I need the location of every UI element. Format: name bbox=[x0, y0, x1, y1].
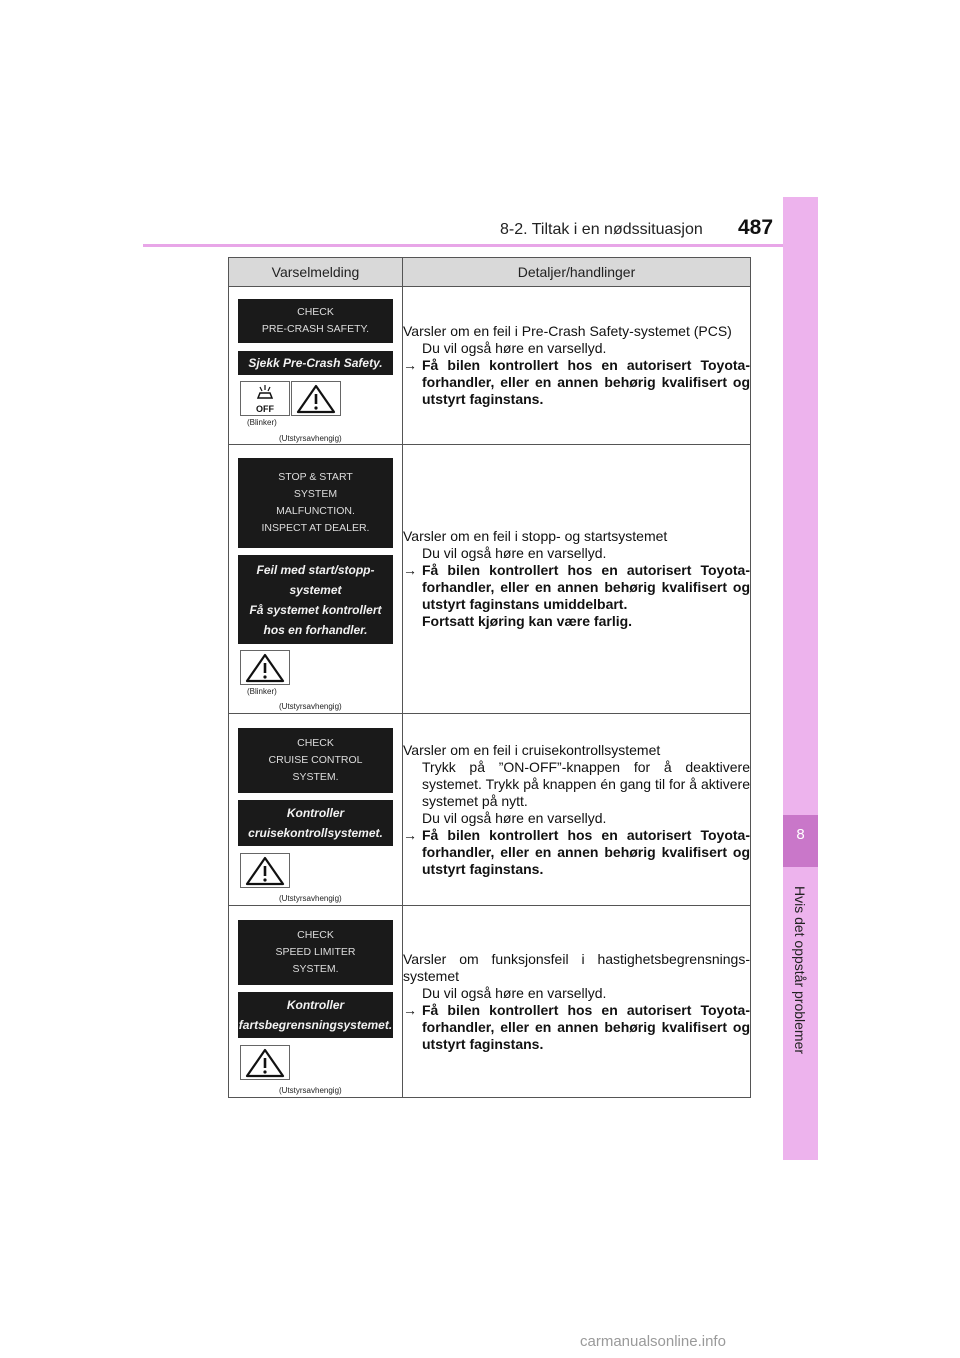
action bbox=[403, 357, 750, 408]
arrow-icon: → bbox=[403, 1001, 417, 1018]
pcs-off-icon bbox=[245, 384, 285, 414]
note: Trykk på ”ON-OFF”-knappen for å deaktivere systemet. Trykk på knappen én gang til for å aktivere systemet på nytt. bbox=[422, 758, 750, 809]
message-visual-cell bbox=[229, 906, 403, 1098]
col-header-message: Varselmelding bbox=[229, 258, 403, 287]
master-warning-indicator bbox=[240, 853, 290, 888]
message-line: SYSTEM. bbox=[292, 963, 339, 975]
table-row bbox=[229, 445, 751, 714]
message-line: SYSTEM bbox=[293, 488, 338, 500]
display-message-norwegian bbox=[238, 555, 393, 644]
display-message-english bbox=[238, 458, 393, 548]
warning-triangle-icon bbox=[245, 1048, 285, 1078]
message-line: Kontroller bbox=[286, 806, 345, 820]
warning-text: Fortsatt kjøring kan være farlig. bbox=[422, 613, 633, 629]
warning-triangle-icon bbox=[245, 653, 285, 683]
message-line: Sjekk Pre-Crash Safety. bbox=[248, 356, 383, 370]
table-row bbox=[229, 287, 751, 445]
col-header-details: Detaljer/handlinger bbox=[403, 258, 751, 287]
display-message-norwegian bbox=[238, 800, 393, 846]
warning-triangle-icon bbox=[296, 384, 336, 414]
action bbox=[403, 562, 750, 613]
master-warning-indicator bbox=[240, 1045, 290, 1080]
message-line: Kontroller bbox=[286, 998, 345, 1012]
chapter-number: 8 bbox=[796, 826, 805, 843]
warning-message-table bbox=[228, 257, 751, 1098]
master-warning-indicator bbox=[240, 650, 290, 685]
pcs-off-indicator bbox=[240, 381, 290, 416]
message-line: STOP & START bbox=[278, 471, 353, 483]
message-line: systemet bbox=[289, 582, 342, 597]
message-line: INSPECT AT DEALER. bbox=[261, 522, 370, 534]
message-line: MALFUNCTION. bbox=[276, 505, 355, 517]
message-line: SPEED LIMITER bbox=[275, 946, 356, 958]
watermark: carmanualsonline.info bbox=[580, 1333, 726, 1350]
header-rule bbox=[143, 244, 817, 247]
description: Varsler om en feil i Pre-Crash Safety-systemet (PCS) bbox=[403, 323, 732, 339]
note: Du vil også høre en varsellyd. bbox=[422, 809, 607, 826]
warning-triangle-icon bbox=[245, 856, 285, 886]
action bbox=[403, 1002, 750, 1053]
action-text: Få bilen kontrollert hos en autorisert Toyota-forhandler, eller en annen behørig kvalifisert og utstyrt faginstans. bbox=[422, 357, 750, 407]
option-label: (Utstyrsavhengig) bbox=[279, 894, 342, 903]
description: Varsler om en feil i cruisekontrollsystemet bbox=[403, 741, 661, 758]
section-title: 8-2. Tiltak i en nødssituasjon bbox=[500, 221, 703, 238]
option-label: (Utstyrsavhengig) bbox=[279, 1086, 342, 1095]
details-cell bbox=[403, 287, 751, 445]
details-cell bbox=[403, 445, 751, 714]
action-text: Få bilen kontrollert hos en autorisert Toyota-forhandler, eller en annen behørig kvalifisert og utstyrt faginstans umiddelbart. bbox=[422, 562, 750, 612]
option-label: (Utstyrsavhengig) bbox=[279, 702, 342, 711]
arrow-icon: → bbox=[403, 357, 417, 373]
page-number: 487 bbox=[738, 216, 774, 239]
message-line: CHECK bbox=[297, 929, 334, 941]
option-label: (Utstyrsavhengig) bbox=[279, 434, 342, 443]
master-warning-indicator bbox=[291, 381, 341, 416]
display-message-english bbox=[238, 920, 393, 985]
message-line: Feil med start/stopp- bbox=[256, 562, 375, 577]
message-line: CHECK bbox=[297, 306, 334, 318]
display-message-english bbox=[238, 299, 393, 343]
description: Varsler om funksjonsfeil i hastighetsbegrensnings-systemet bbox=[403, 950, 750, 984]
blinker-label: (Blinker) bbox=[247, 687, 277, 696]
message-line: hos en forhandler. bbox=[263, 622, 368, 637]
message-line: SYSTEM. bbox=[292, 771, 339, 783]
message-line: CRUISE CONTROL bbox=[268, 754, 363, 766]
details-cell bbox=[403, 714, 751, 906]
note: Du vil også høre en varsellyd. bbox=[422, 545, 607, 561]
table-row bbox=[229, 714, 751, 906]
message-visual-cell bbox=[229, 714, 403, 906]
blinker-label: (Blinker) bbox=[247, 418, 277, 427]
message-line: cruisekontrollsystemet. bbox=[248, 826, 383, 840]
message-line: PRE-CRASH SAFETY. bbox=[261, 323, 370, 335]
action bbox=[403, 827, 750, 878]
action-text: Få bilen kontrollert hos en autorisert Toyota-forhandler, eller en annen behørig kvalifisert og utstyrt faginstans. bbox=[422, 826, 750, 877]
note: Du vil også høre en varsellyd. bbox=[422, 340, 607, 356]
display-message-norwegian bbox=[238, 351, 393, 375]
details-cell bbox=[403, 906, 751, 1098]
message-line: Få systemet kontrollert bbox=[249, 602, 382, 617]
message-line: CHECK bbox=[297, 737, 334, 749]
action-text: Få bilen kontrollert hos en autorisert Toyota-forhandler, eller en annen behørig kvalifisert og utstyrt faginstans. bbox=[422, 1001, 750, 1052]
message-line: fartsbegrensningsystemet. bbox=[238, 1018, 393, 1032]
note: Du vil også høre en varsellyd. bbox=[422, 984, 607, 1001]
table-row bbox=[229, 906, 751, 1098]
message-visual-cell bbox=[229, 287, 403, 445]
message-visual-cell bbox=[229, 445, 403, 714]
chapter-title: Hvis det oppstår problemer bbox=[792, 885, 808, 1055]
description: Varsler om en feil i stopp- og startsystemet bbox=[403, 528, 668, 544]
table-header-row bbox=[229, 258, 751, 287]
arrow-icon: → bbox=[403, 562, 417, 578]
display-message-norwegian bbox=[238, 992, 393, 1038]
display-message-english bbox=[238, 728, 393, 793]
svg-text:OFF: OFF bbox=[256, 403, 274, 414]
arrow-icon: → bbox=[403, 826, 417, 843]
